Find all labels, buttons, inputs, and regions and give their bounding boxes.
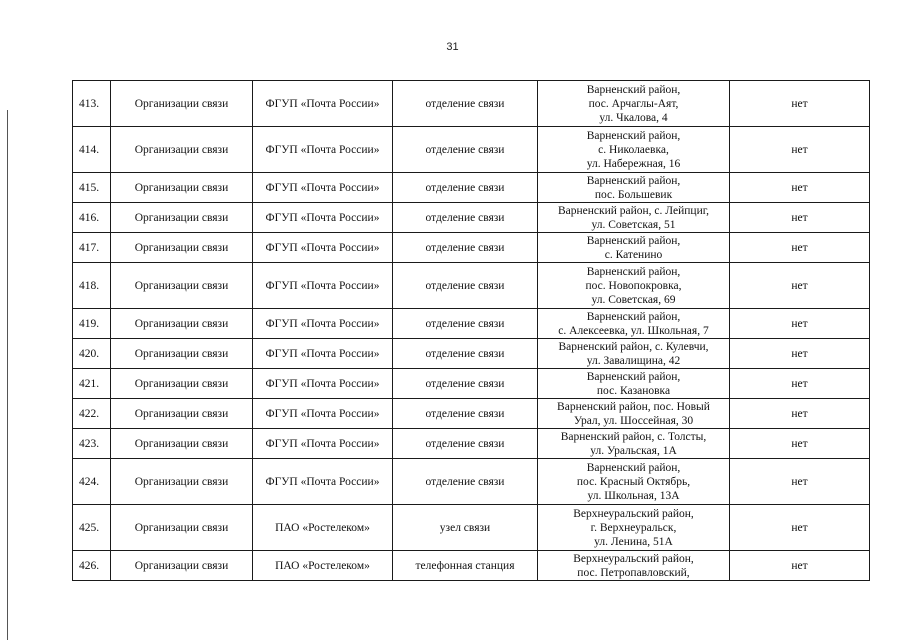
organization-cell: ФГУП «Почта России» [253, 339, 393, 369]
address-cell [538, 551, 730, 581]
row-number: 421. [73, 369, 111, 399]
organization-cell: ФГУП «Почта России» [253, 233, 393, 263]
address-line: ул. Уральская, 1А [590, 444, 677, 457]
value-cell: нет [730, 399, 870, 429]
margin-line [7, 110, 8, 640]
address-line: Варненский район, с. Лейпциг, [557, 204, 710, 217]
row-number: 422. [73, 399, 111, 429]
category-cell: Организации связи [111, 551, 253, 581]
address-line: ул. Чкалова, 4 [599, 111, 668, 124]
organization-cell: ФГУП «Почта России» [253, 81, 393, 127]
category-cell: Организации связи [111, 339, 253, 369]
value-cell: нет [730, 233, 870, 263]
table-row [73, 429, 870, 459]
address-cell [538, 399, 730, 429]
table-row [73, 505, 870, 551]
organization-cell: ФГУП «Почта России» [253, 127, 393, 173]
value-cell: нет [730, 339, 870, 369]
category-cell: Организации связи [111, 173, 253, 203]
address-line: Варненский район, с. Кулевчи, [558, 340, 709, 353]
address-line: ул. Советская, 69 [591, 293, 676, 306]
address-cell [538, 81, 730, 127]
table-row [73, 369, 870, 399]
table-row [73, 81, 870, 127]
organization-cell: ФГУП «Почта России» [253, 203, 393, 233]
table-row [73, 309, 870, 339]
value-cell: нет [730, 309, 870, 339]
category-cell: Организации связи [111, 309, 253, 339]
address-cell [538, 369, 730, 399]
address-line: с. Николаевка, [598, 143, 669, 156]
address-cell [538, 263, 730, 309]
object-type-cell: отделение связи [393, 309, 538, 339]
object-type-cell: отделение связи [393, 203, 538, 233]
table-row [73, 173, 870, 203]
category-cell: Организации связи [111, 505, 253, 551]
row-number: 420. [73, 339, 111, 369]
object-type-cell: телефонная станция [393, 551, 538, 581]
address-line: Варненский район, пос. Новый [557, 400, 710, 413]
category-cell: Организации связи [111, 203, 253, 233]
page-number: 31 [446, 41, 459, 53]
address-cell [538, 339, 730, 369]
row-number: 414. [73, 127, 111, 173]
object-type-cell: отделение связи [393, 127, 538, 173]
organization-cell: ФГУП «Почта России» [253, 173, 393, 203]
address-cell [538, 429, 730, 459]
row-number: 418. [73, 263, 111, 309]
address-line: пос. Казановка [596, 384, 671, 397]
address-line: Варненский район, с. Толсты, [560, 430, 707, 443]
address-line: Варненский район, [586, 234, 681, 247]
object-type-cell: отделение связи [393, 429, 538, 459]
row-number: 424. [73, 459, 111, 505]
row-number: 416. [73, 203, 111, 233]
table-row [73, 459, 870, 505]
value-cell: нет [730, 173, 870, 203]
value-cell: нет [730, 459, 870, 505]
address-cell [538, 203, 730, 233]
address-line: Верхнеуральский район, [573, 507, 694, 520]
table-row [73, 263, 870, 309]
object-type-cell: отделение связи [393, 81, 538, 127]
address-line: Варненский район, [586, 265, 681, 278]
value-cell: нет [730, 81, 870, 127]
address-cell [538, 173, 730, 203]
address-cell [538, 233, 730, 263]
object-type-cell: узел связи [393, 505, 538, 551]
value-cell: нет [730, 551, 870, 581]
object-type-cell: отделение связи [393, 459, 538, 505]
table-row [73, 233, 870, 263]
address-line: ул. Завалищина, 42 [586, 354, 681, 367]
value-cell: нет [730, 263, 870, 309]
object-type-cell: отделение связи [393, 233, 538, 263]
row-number: 413. [73, 81, 111, 127]
organization-cell: ФГУП «Почта России» [253, 369, 393, 399]
category-cell: Организации связи [111, 263, 253, 309]
address-line: Варненский район, [586, 129, 681, 142]
table-row [73, 203, 870, 233]
object-type-cell: отделение связи [393, 339, 538, 369]
value-cell: нет [730, 203, 870, 233]
address-line: Варненский район, [586, 83, 681, 96]
address-line: с. Алексеевка, ул. Школьная, 7 [558, 324, 709, 337]
object-type-cell: отделение связи [393, 263, 538, 309]
object-type-cell: отделение связи [393, 369, 538, 399]
organization-cell: ПАО «Ростелеком» [253, 551, 393, 581]
address-cell [538, 127, 730, 173]
value-cell: нет [730, 369, 870, 399]
address-cell [538, 459, 730, 505]
address-cell [538, 505, 730, 551]
category-cell: Организации связи [111, 459, 253, 505]
address-line: Урал, ул. Шоссейная, 30 [573, 414, 694, 427]
address-line: Верхнеуральский район, [573, 552, 694, 565]
address-cell [538, 309, 730, 339]
address-line: Варненский район, [586, 310, 681, 323]
address-line: ул. Советская, 51 [591, 218, 676, 231]
organization-cell: ФГУП «Почта России» [253, 263, 393, 309]
row-number: 419. [73, 309, 111, 339]
address-line: Варненский район, [586, 174, 681, 187]
category-cell: Организации связи [111, 233, 253, 263]
value-cell: нет [730, 127, 870, 173]
address-line: ул. Ленина, 51А [594, 535, 673, 548]
category-cell: Организации связи [111, 399, 253, 429]
row-number: 426. [73, 551, 111, 581]
value-cell: нет [730, 429, 870, 459]
table-row [73, 551, 870, 581]
address-line: г. Верхнеуральск, [590, 521, 677, 534]
table-row [73, 127, 870, 173]
row-number: 423. [73, 429, 111, 459]
address-line: пос. Петропавловский, [577, 566, 690, 579]
organization-cell: ФГУП «Почта России» [253, 399, 393, 429]
row-number: 417. [73, 233, 111, 263]
registry-table-body [73, 81, 870, 581]
organization-cell: ФГУП «Почта России» [253, 459, 393, 505]
row-number: 425. [73, 505, 111, 551]
address-line: ул. Набережная, 16 [586, 157, 681, 170]
address-line: пос. Арчаглы-Аят, [588, 97, 679, 110]
table-row [73, 399, 870, 429]
row-number: 415. [73, 173, 111, 203]
address-line: с. Катенино [604, 248, 663, 261]
table-row [73, 339, 870, 369]
address-line: пос. Новопокровка, [585, 279, 682, 292]
category-cell: Организации связи [111, 81, 253, 127]
organization-cell: ПАО «Ростелеком» [253, 505, 393, 551]
value-cell: нет [730, 505, 870, 551]
category-cell: Организации связи [111, 127, 253, 173]
category-cell: Организации связи [111, 369, 253, 399]
address-line: Варненский район, [586, 461, 681, 474]
address-line: ул. Школьная, 13А [587, 489, 680, 502]
address-line: Варненский район, [586, 370, 681, 383]
organization-cell: ФГУП «Почта России» [253, 309, 393, 339]
registry-table [72, 80, 870, 581]
address-line: пос. Красный Октябрь, [576, 475, 691, 488]
organization-cell: ФГУП «Почта России» [253, 429, 393, 459]
address-line: пос. Большевик [594, 188, 673, 201]
category-cell: Организации связи [111, 429, 253, 459]
object-type-cell: отделение связи [393, 399, 538, 429]
object-type-cell: отделение связи [393, 173, 538, 203]
